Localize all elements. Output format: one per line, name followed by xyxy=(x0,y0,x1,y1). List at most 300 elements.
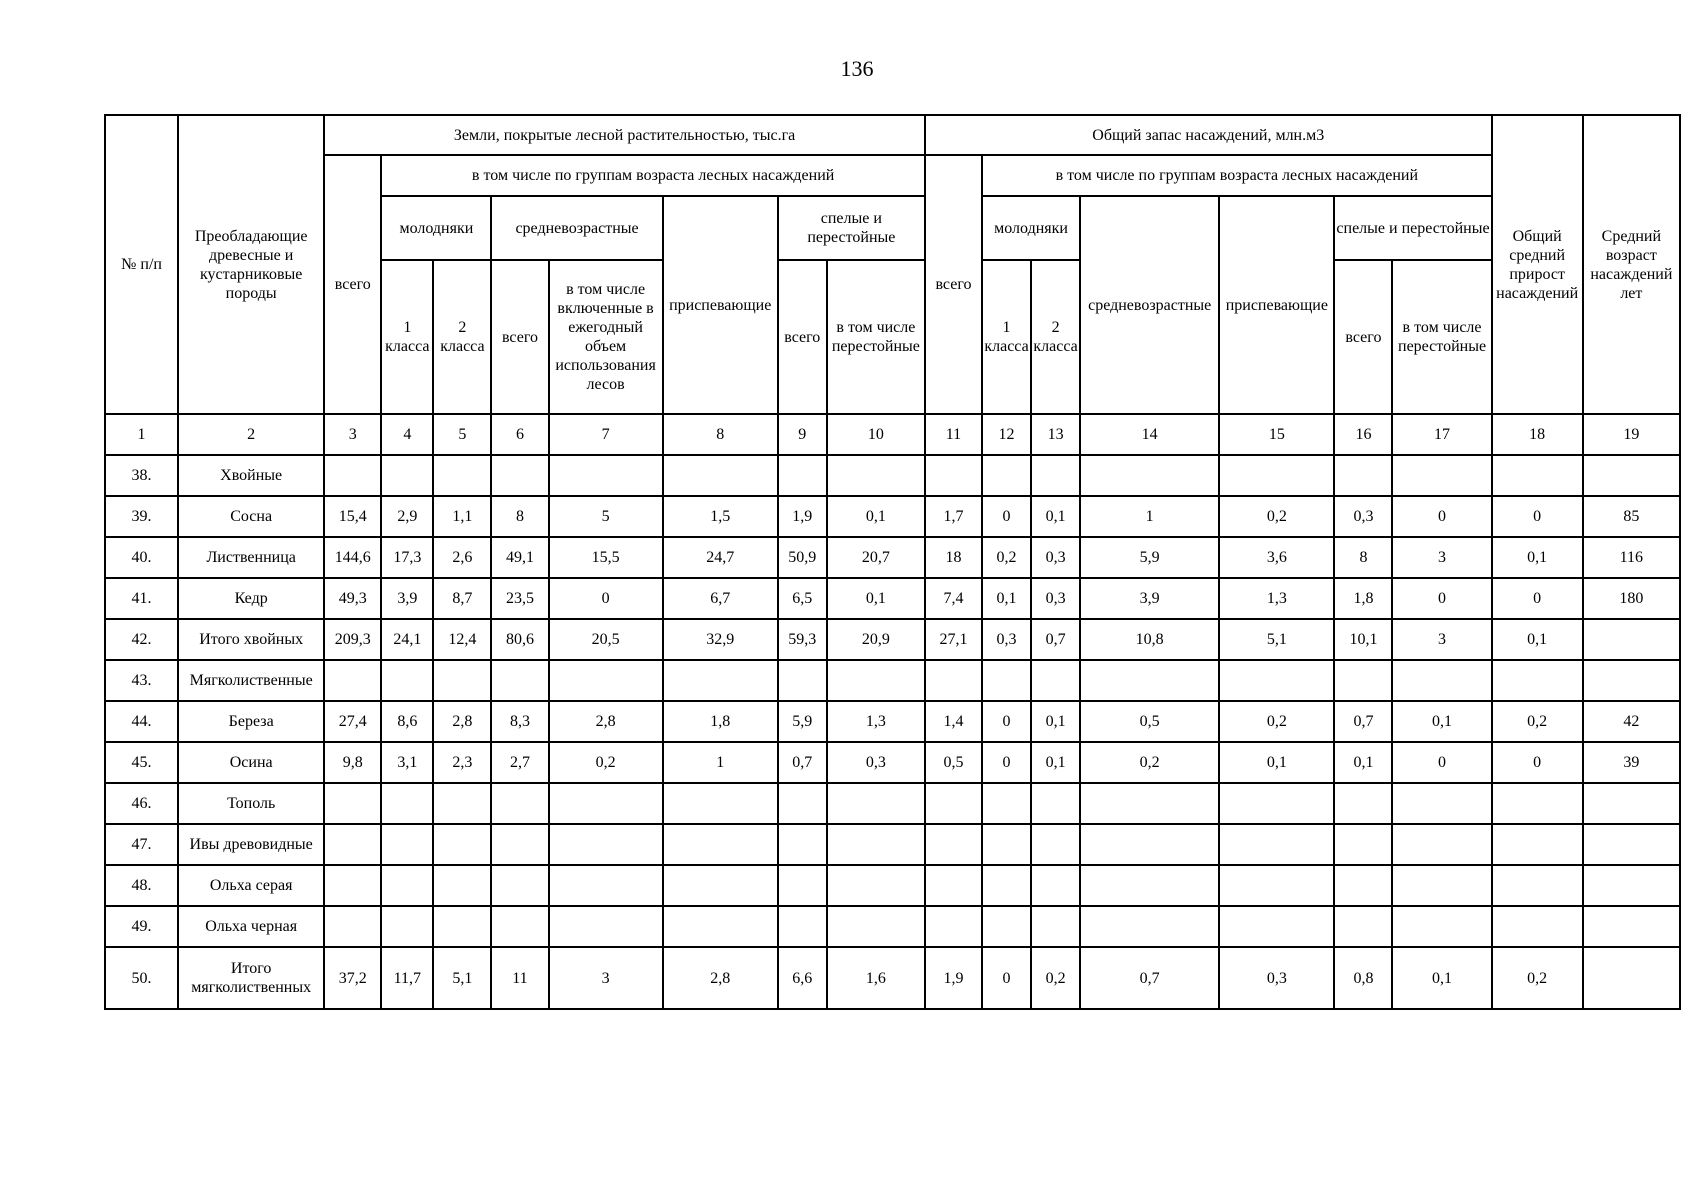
table-cell xyxy=(491,906,548,947)
table-cell: 59,3 xyxy=(778,619,827,660)
column-number: 14 xyxy=(1080,414,1219,455)
table-cell: 1,8 xyxy=(663,701,778,742)
table-cell: 180 xyxy=(1583,578,1680,619)
species-name: Тополь xyxy=(178,783,324,824)
table-cell xyxy=(1080,660,1219,701)
table-cell xyxy=(827,783,925,824)
column-number: 9 xyxy=(778,414,827,455)
header-growth: Общий средний прирост насаждений xyxy=(1492,115,1583,414)
table-cell: 0,1 xyxy=(1219,742,1334,783)
table-cell: 0,3 xyxy=(1334,496,1392,537)
table-cell: 80,6 xyxy=(491,619,548,660)
table-cell: 20,9 xyxy=(827,619,925,660)
table-cell xyxy=(1219,865,1334,906)
table-cell xyxy=(1334,660,1392,701)
row-number: 46. xyxy=(105,783,178,824)
row-number: 40. xyxy=(105,537,178,578)
table-cell: 39 xyxy=(1583,742,1680,783)
header-num: № п/п xyxy=(105,115,178,414)
table-cell: 5,9 xyxy=(1080,537,1219,578)
table-cell xyxy=(1031,906,1080,947)
table-cell: 0,2 xyxy=(1080,742,1219,783)
table-cell xyxy=(1583,947,1680,1009)
table-cell: 0 xyxy=(1392,578,1491,619)
table-cell xyxy=(778,906,827,947)
table-cell: 1,3 xyxy=(1219,578,1334,619)
table-row xyxy=(105,496,1680,537)
table-cell xyxy=(1031,824,1080,865)
column-number: 3 xyxy=(324,414,381,455)
table-cell: 1,8 xyxy=(1334,578,1392,619)
forest-stock-table xyxy=(104,114,1681,1010)
header-stock-middle: средневозрастные xyxy=(1080,196,1219,414)
column-number: 17 xyxy=(1392,414,1491,455)
table-cell xyxy=(381,865,433,906)
table-cell: 24,1 xyxy=(381,619,433,660)
table-cell: 0,1 xyxy=(1031,742,1080,783)
row-number: 50. xyxy=(105,947,178,1009)
table-cell: 15,5 xyxy=(549,537,663,578)
table-cell: 32,9 xyxy=(663,619,778,660)
table-cell: 0,3 xyxy=(1031,537,1080,578)
table-cell: 2,8 xyxy=(549,701,663,742)
table-cell xyxy=(549,455,663,496)
table-cell xyxy=(1583,865,1680,906)
table-cell: 49,3 xyxy=(324,578,381,619)
column-number: 12 xyxy=(982,414,1031,455)
table-cell xyxy=(1492,660,1583,701)
table-body xyxy=(105,455,1680,1009)
table-cell xyxy=(1219,455,1334,496)
table-cell xyxy=(827,824,925,865)
table-cell: 144,6 xyxy=(324,537,381,578)
table-cell xyxy=(1492,865,1583,906)
table-cell: 5 xyxy=(549,496,663,537)
table-cell xyxy=(1334,865,1392,906)
table-cell xyxy=(982,660,1031,701)
table-cell: 0,1 xyxy=(982,578,1031,619)
header-area-ripening: приспевающие xyxy=(663,196,778,414)
species-name: Ольха черная xyxy=(178,906,324,947)
row-number: 38. xyxy=(105,455,178,496)
table-cell: 0,3 xyxy=(1219,947,1334,1009)
table-cell xyxy=(1583,824,1680,865)
table-cell: 0 xyxy=(1392,742,1491,783)
table-cell: 0 xyxy=(982,701,1031,742)
header-area-middle-total: всего xyxy=(491,260,548,414)
table-cell: 1,6 xyxy=(827,947,925,1009)
table-cell: 42 xyxy=(1583,701,1680,742)
species-name: Лиственница xyxy=(178,537,324,578)
row-number: 39. xyxy=(105,496,178,537)
table-cell: 8 xyxy=(1334,537,1392,578)
column-number: 5 xyxy=(433,414,491,455)
header-area-group: Земли, покрытые лесной растительностью, тыс.га xyxy=(324,115,925,155)
table-cell xyxy=(827,660,925,701)
header-area-mature-total: всего xyxy=(778,260,827,414)
table-cell xyxy=(778,455,827,496)
header-stock-mature-overmature: в том числе перестойные xyxy=(1392,260,1491,414)
table-cell: 3,1 xyxy=(381,742,433,783)
table-cell: 50,9 xyxy=(778,537,827,578)
table-cell xyxy=(925,455,982,496)
row-number: 48. xyxy=(105,865,178,906)
table-cell xyxy=(324,783,381,824)
table-cell xyxy=(982,906,1031,947)
table-cell: 1,5 xyxy=(663,496,778,537)
column-number: 18 xyxy=(1492,414,1583,455)
table-cell xyxy=(433,906,491,947)
table-cell xyxy=(1392,783,1491,824)
table-cell: 1,4 xyxy=(925,701,982,742)
table-cell: 0,3 xyxy=(1031,578,1080,619)
table-cell: 9,8 xyxy=(324,742,381,783)
table-cell xyxy=(1080,865,1219,906)
species-name: Итого мягколиственных xyxy=(178,947,324,1009)
table-cell xyxy=(982,824,1031,865)
table-cell xyxy=(381,906,433,947)
table-cell xyxy=(1583,455,1680,496)
table-cell xyxy=(549,906,663,947)
table-cell: 20,5 xyxy=(549,619,663,660)
row-number: 41. xyxy=(105,578,178,619)
table-cell: 116 xyxy=(1583,537,1680,578)
table-cell xyxy=(1219,660,1334,701)
species-name: Сосна xyxy=(178,496,324,537)
table-cell: 0,8 xyxy=(1334,947,1392,1009)
table-cell: 7,4 xyxy=(925,578,982,619)
table-cell xyxy=(982,865,1031,906)
table-cell xyxy=(381,660,433,701)
table-cell xyxy=(925,906,982,947)
header-stock-ripening: приспевающие xyxy=(1219,196,1334,414)
table-cell xyxy=(925,660,982,701)
table-cell xyxy=(778,783,827,824)
table-cell: 2,8 xyxy=(433,701,491,742)
column-number: 10 xyxy=(827,414,925,455)
table-cell xyxy=(1492,455,1583,496)
header-area-middle-included: в том числе включенные в ежегодный объем использования лесов xyxy=(549,260,663,414)
table-cell: 0,1 xyxy=(1392,701,1491,742)
table-cell: 49,1 xyxy=(491,537,548,578)
table-cell xyxy=(1334,906,1392,947)
header-stock-total: всего xyxy=(925,155,982,414)
table-cell: 3,9 xyxy=(1080,578,1219,619)
header-area-mature-overmature: в том числе перестойные xyxy=(827,260,925,414)
table-cell: 0,2 xyxy=(549,742,663,783)
table-cell: 0,1 xyxy=(1031,701,1080,742)
table-cell: 0,7 xyxy=(1334,701,1392,742)
header-stock-young: молодняки xyxy=(982,196,1080,260)
table-cell: 17,3 xyxy=(381,537,433,578)
column-number: 16 xyxy=(1334,414,1392,455)
table-cell xyxy=(1219,906,1334,947)
table-cell xyxy=(1334,824,1392,865)
table-cell: 0,2 xyxy=(1492,947,1583,1009)
table-cell: 1,3 xyxy=(827,701,925,742)
table-cell xyxy=(324,824,381,865)
table-cell xyxy=(491,824,548,865)
table-cell: 1 xyxy=(1080,496,1219,537)
table-row xyxy=(105,783,1680,824)
table-cell: 2,9 xyxy=(381,496,433,537)
header-stock-young-class2: 2 класса xyxy=(1031,260,1080,414)
table-cell: 3,6 xyxy=(1219,537,1334,578)
table-cell xyxy=(1334,783,1392,824)
table-cell xyxy=(324,865,381,906)
table-cell: 1,9 xyxy=(925,947,982,1009)
table-cell: 27,4 xyxy=(324,701,381,742)
table-row xyxy=(105,537,1680,578)
table-header xyxy=(105,115,1680,455)
table-cell: 10,1 xyxy=(1334,619,1392,660)
header-area-young-class2: 2 класса xyxy=(433,260,491,414)
table-cell xyxy=(381,455,433,496)
table-cell xyxy=(1392,824,1491,865)
table-cell xyxy=(827,865,925,906)
table-cell: 0 xyxy=(549,578,663,619)
header-area-by-age: в том числе по группам возраста лесных насаждений xyxy=(381,155,925,196)
table-cell: 8,7 xyxy=(433,578,491,619)
table-cell xyxy=(1031,660,1080,701)
table-row xyxy=(105,824,1680,865)
table-cell xyxy=(982,455,1031,496)
table-cell xyxy=(982,783,1031,824)
table-cell: 20,7 xyxy=(827,537,925,578)
table-cell xyxy=(324,660,381,701)
table-cell xyxy=(381,783,433,824)
species-name: Хвойные xyxy=(178,455,324,496)
page-number: 136 xyxy=(840,56,874,81)
table-cell: 3 xyxy=(549,947,663,1009)
species-name: Ивы древовидные xyxy=(178,824,324,865)
header-area-mature: спелые и перестойные xyxy=(778,196,925,260)
table-cell: 6,7 xyxy=(663,578,778,619)
table-cell: 0,1 xyxy=(1492,619,1583,660)
table-cell xyxy=(663,906,778,947)
table-cell: 8,3 xyxy=(491,701,548,742)
table-cell xyxy=(925,783,982,824)
table-cell: 0 xyxy=(1492,496,1583,537)
column-number: 8 xyxy=(663,414,778,455)
table-cell: 2,8 xyxy=(663,947,778,1009)
table-cell xyxy=(663,455,778,496)
table-cell: 6,6 xyxy=(778,947,827,1009)
row-number: 43. xyxy=(105,660,178,701)
table-cell: 0,1 xyxy=(1031,496,1080,537)
table-cell xyxy=(778,865,827,906)
header-stock-mature-total: всего xyxy=(1334,260,1392,414)
table-cell: 6,5 xyxy=(778,578,827,619)
table-cell xyxy=(1392,865,1491,906)
table-cell: 23,5 xyxy=(491,578,548,619)
table-cell xyxy=(549,783,663,824)
table-cell: 24,7 xyxy=(663,537,778,578)
table-cell xyxy=(381,824,433,865)
table-row xyxy=(105,578,1680,619)
table-cell xyxy=(549,824,663,865)
table-cell: 0 xyxy=(1392,496,1491,537)
table-cell xyxy=(1080,455,1219,496)
table-cell xyxy=(549,865,663,906)
table-row xyxy=(105,455,1680,496)
table-row xyxy=(105,701,1680,742)
table-cell: 0 xyxy=(1492,742,1583,783)
table-cell xyxy=(491,455,548,496)
table-cell xyxy=(1392,660,1491,701)
table-cell xyxy=(925,865,982,906)
table-cell xyxy=(1219,783,1334,824)
table-cell xyxy=(1031,455,1080,496)
header-avg-age: Средний возраст насаждений лет xyxy=(1583,115,1680,414)
header-stock-young-class1: 1 класса xyxy=(982,260,1031,414)
table-row xyxy=(105,947,1680,1009)
table-cell: 0,3 xyxy=(827,742,925,783)
table-cell: 0 xyxy=(1492,578,1583,619)
table-cell xyxy=(1334,455,1392,496)
table-cell: 5,1 xyxy=(1219,619,1334,660)
table-cell xyxy=(324,906,381,947)
table-cell: 0,1 xyxy=(827,578,925,619)
row-number: 44. xyxy=(105,701,178,742)
table-cell xyxy=(1080,783,1219,824)
table-cell: 1,1 xyxy=(433,496,491,537)
column-number: 4 xyxy=(381,414,433,455)
table-cell xyxy=(1031,783,1080,824)
table-row xyxy=(105,742,1680,783)
table-cell: 0 xyxy=(982,742,1031,783)
table-cell: 1 xyxy=(663,742,778,783)
table-cell xyxy=(778,660,827,701)
table-cell xyxy=(433,660,491,701)
column-number-row xyxy=(105,414,1680,455)
table-cell: 0,2 xyxy=(1219,701,1334,742)
table-cell: 3,9 xyxy=(381,578,433,619)
table-cell: 209,3 xyxy=(324,619,381,660)
table-cell: 8 xyxy=(491,496,548,537)
table-cell xyxy=(1219,824,1334,865)
table-cell xyxy=(663,783,778,824)
table-row xyxy=(105,660,1680,701)
table-cell xyxy=(433,455,491,496)
table-cell xyxy=(491,865,548,906)
table-cell: 0,7 xyxy=(778,742,827,783)
header-area-young-class1: 1 класса xyxy=(381,260,433,414)
table-cell xyxy=(663,865,778,906)
species-name: Осина xyxy=(178,742,324,783)
species-name: Мягколиственные xyxy=(178,660,324,701)
table-cell xyxy=(1583,660,1680,701)
table-cell: 27,1 xyxy=(925,619,982,660)
table-cell xyxy=(1492,783,1583,824)
table-cell: 0,2 xyxy=(1031,947,1080,1009)
species-name: Береза xyxy=(178,701,324,742)
table-cell xyxy=(549,660,663,701)
table-cell xyxy=(1583,783,1680,824)
column-number: 1 xyxy=(105,414,178,455)
species-name: Ольха серая xyxy=(178,865,324,906)
row-number: 42. xyxy=(105,619,178,660)
table-cell xyxy=(1080,906,1219,947)
column-number: 2 xyxy=(178,414,324,455)
species-name: Итого хвойных xyxy=(178,619,324,660)
table-row xyxy=(105,619,1680,660)
table-cell: 0 xyxy=(982,496,1031,537)
table-cell xyxy=(827,455,925,496)
column-number: 6 xyxy=(491,414,548,455)
table-cell: 11,7 xyxy=(381,947,433,1009)
table-cell xyxy=(663,660,778,701)
header-area-young: молодняки xyxy=(381,196,491,260)
table-cell: 3 xyxy=(1392,537,1491,578)
table-cell xyxy=(1583,906,1680,947)
table-row xyxy=(105,906,1680,947)
table-cell xyxy=(491,783,548,824)
table-cell xyxy=(925,824,982,865)
species-name: Кедр xyxy=(178,578,324,619)
column-number: 7 xyxy=(549,414,663,455)
header-stock-mature: спелые и перестойные xyxy=(1334,196,1491,260)
table-cell xyxy=(1392,455,1491,496)
table-cell: 1,9 xyxy=(778,496,827,537)
table-cell xyxy=(1080,824,1219,865)
table-cell xyxy=(778,824,827,865)
table-cell xyxy=(1492,906,1583,947)
table-cell: 8,6 xyxy=(381,701,433,742)
row-number: 47. xyxy=(105,824,178,865)
table-cell xyxy=(1583,619,1680,660)
column-number: 19 xyxy=(1583,414,1680,455)
column-number: 13 xyxy=(1031,414,1080,455)
header-stock-by-age: в том числе по группам возраста лесных насаждений xyxy=(982,155,1492,196)
table-cell: 0,7 xyxy=(1080,947,1219,1009)
header-area-total: всего xyxy=(324,155,381,414)
table-cell xyxy=(433,783,491,824)
table-cell: 12,4 xyxy=(433,619,491,660)
table-cell: 0 xyxy=(982,947,1031,1009)
column-number: 11 xyxy=(925,414,982,455)
table-cell: 15,4 xyxy=(324,496,381,537)
table-cell: 0,1 xyxy=(827,496,925,537)
table-row xyxy=(105,865,1680,906)
table-cell: 18 xyxy=(925,537,982,578)
row-number: 45. xyxy=(105,742,178,783)
table-cell: 0,5 xyxy=(925,742,982,783)
table-cell: 5,1 xyxy=(433,947,491,1009)
table-cell: 2,7 xyxy=(491,742,548,783)
table-cell: 0,1 xyxy=(1492,537,1583,578)
table-cell xyxy=(1492,824,1583,865)
table-cell xyxy=(433,824,491,865)
row-number: 49. xyxy=(105,906,178,947)
table-cell xyxy=(1031,865,1080,906)
column-number: 15 xyxy=(1219,414,1334,455)
table-cell: 1,7 xyxy=(925,496,982,537)
table-cell: 3 xyxy=(1392,619,1491,660)
table-cell xyxy=(491,660,548,701)
header-stock-group: Общий запас насаждений, млн.м3 xyxy=(925,115,1492,155)
table-cell xyxy=(324,455,381,496)
table-cell: 10,8 xyxy=(1080,619,1219,660)
table-cell: 0,2 xyxy=(1219,496,1334,537)
table-cell xyxy=(433,865,491,906)
table-cell: 0,7 xyxy=(1031,619,1080,660)
table-cell: 0,5 xyxy=(1080,701,1219,742)
table-cell: 0,2 xyxy=(982,537,1031,578)
table-cell: 2,6 xyxy=(433,537,491,578)
table-cell: 85 xyxy=(1583,496,1680,537)
table-cell xyxy=(663,824,778,865)
